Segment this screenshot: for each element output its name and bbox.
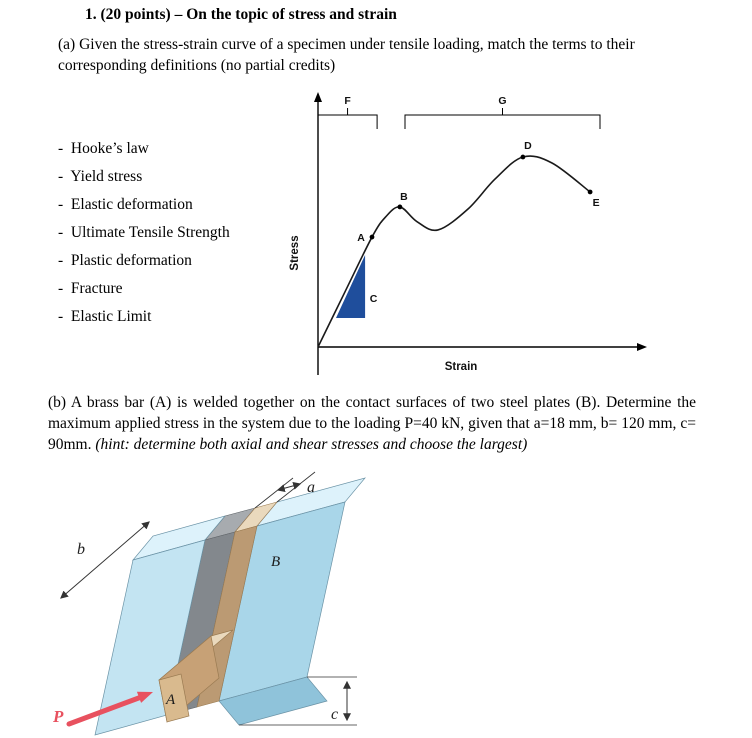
- dim-a-label: a: [307, 479, 315, 496]
- y-axis-arrowhead: [314, 92, 322, 102]
- brass-bar-label: A: [166, 692, 176, 708]
- slope-indicator-triangle: [336, 255, 365, 318]
- point-label-B: B: [400, 190, 408, 203]
- steel-plate-label: B: [271, 554, 281, 570]
- part-b-main: (b) A brass bar (A) is welded together on the contact surfaces of two steel plates (B). Determine the maximum applied stress in the system due to the loading P=40 kN, given that a=18 mm, b= 120 mm, c= 90mm.: [48, 394, 696, 454]
- y-axis-label: Stress: [289, 235, 301, 271]
- bracket-G: [405, 115, 600, 129]
- term-elastic-deformation: - Elastic deformation: [58, 196, 230, 214]
- point-label-C: C: [369, 293, 378, 306]
- point-dot-D: [521, 155, 526, 160]
- point-label-E: E: [592, 196, 600, 209]
- stress-strain-chart: [285, 88, 665, 383]
- term-plastic-deformation: - Plastic deformation: [58, 252, 230, 270]
- bracket-F: [318, 115, 377, 129]
- point-label-A: A: [357, 232, 365, 245]
- terms-list: [58, 140, 230, 326]
- term-elastic-limit: - Elastic Limit: [58, 308, 230, 326]
- term-fracture: - Fracture: [58, 280, 230, 298]
- term-hookes-law: - Hooke’s law: [58, 140, 230, 158]
- point-label-D: D: [524, 140, 532, 153]
- point-dot-E: [588, 190, 593, 195]
- point-dot-B: [398, 205, 403, 210]
- dim-c-label: c: [331, 706, 339, 723]
- part-b-text: [48, 392, 696, 455]
- term-ultimate-tensile-strength: - Ultimate Tensile Strength: [58, 224, 230, 242]
- part-a-text: (a) Given the stress-strain curve of a specimen under tensile loading, match the terms to their corresponding definitions (no partial credits): [58, 36, 635, 75]
- bar-plate-figure: [25, 468, 405, 738]
- bracket-label-F: F: [344, 95, 351, 107]
- x-axis-label: Strain: [444, 361, 478, 373]
- term-yield-stress: - Yield stress: [58, 168, 230, 186]
- question-title: 1. (20 points) – On the topic of stress and strain: [85, 6, 397, 23]
- stress-strain-curve: [318, 156, 590, 347]
- point-dot-A: [370, 235, 375, 240]
- load-label: P: [53, 707, 64, 726]
- x-axis-arrowhead: [637, 343, 647, 351]
- bracket-label-G: G: [498, 95, 507, 107]
- part-b-hint: (hint: determine both axial and shear stresses and choose the largest): [95, 436, 528, 454]
- dim-b-label: b: [77, 541, 85, 558]
